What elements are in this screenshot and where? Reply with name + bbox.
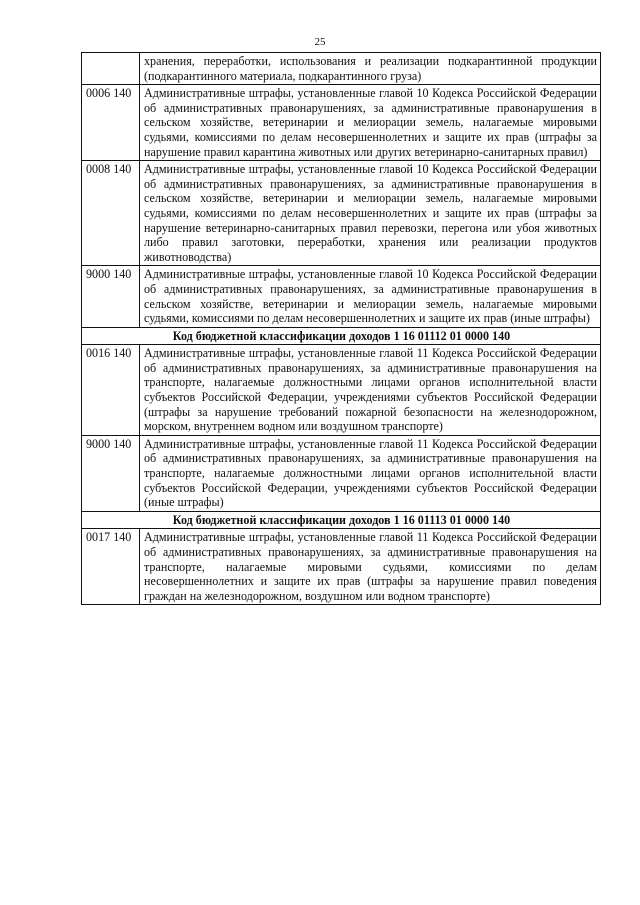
table-row	[82, 53, 601, 85]
budget-classification-table	[81, 52, 601, 605]
section-header: Код бюджетной классификации доходов 1 16 01112 01 0000 140	[82, 327, 601, 345]
table-row	[82, 345, 601, 436]
table-row	[82, 435, 601, 511]
description-cell: Административные штрафы, установленные главой 11 Кодекса Российской Федерации об административных правонарушениях, за административные правонарушения на транспорте, налагаемые должностными лицами органов исполнительной власти субъектов Российской Федерации, учреждениями субъектов Российской Федерации (штрафы за нарушение требований пожарной безопасности на железнодорожном, морском, внутреннем водном или воздушном транспорте)	[140, 345, 601, 436]
description-cell: Административные штрафы, установленные главой 10 Кодекса Российской Федерации об административных правонарушениях, за административные правонарушения в сельском хозяйстве, ветеринарии и мелиорации земель, налагаемые мировыми судьями, комиссиями по делам несовершеннолетних и защите их прав (штрафы за нарушение ветеринарно-санитарных правил перевозки, перегона или убоя животных либо правил заготовки, переработки, хранения или реализации продуктов животноводства)	[140, 161, 601, 266]
table-row	[82, 85, 601, 161]
section-header-row	[82, 327, 601, 345]
code-cell: 0006 140	[82, 85, 140, 161]
code-cell: 0016 140	[82, 345, 140, 436]
table-row	[82, 529, 601, 605]
table-row	[82, 266, 601, 327]
section-header: Код бюджетной классификации доходов 1 16 01113 01 0000 140	[82, 511, 601, 529]
table-row	[82, 161, 601, 266]
description-cell: Административные штрафы, установленные главой 11 Кодекса Российской Федерации об административных правонарушениях, за административные правонарушения на транспорте, налагаемые мировыми судьями, комиссиями по делам несовершеннолетних и защите их прав (штрафы за нарушение правил поведения граждан на железнодорожном, воздушном или водном транспорте)	[140, 529, 601, 605]
description-cell: Административные штрафы, установленные главой 10 Кодекса Российской Федерации об административных правонарушениях, за административные правонарушения в сельском хозяйстве, ветеринарии и мелиорации земель, налагаемые мировыми судьями, комиссиями по делам несовершеннолетних и защите их прав (иные штрафы)	[140, 266, 601, 327]
page-number: 25	[314, 36, 326, 48]
section-header-row	[82, 511, 601, 529]
description-cell: Административные штрафы, установленные главой 11 Кодекса Российской Федерации об административных правонарушениях, за административные правонарушения на транспорте, налагаемые должностными лицами органов исполнительной власти субъектов Российской Федерации, учреждениями субъектов Российской Федерации (иные штрафы)	[140, 435, 601, 511]
description-cell-continuation: хранения, переработки, использования и реализации подкарантинной продукции (подкарантинного материала, подкарантинного груза)	[140, 53, 601, 85]
code-cell: 0008 140	[82, 161, 140, 266]
description-cell: Административные штрафы, установленные главой 10 Кодекса Российской Федерации об административных правонарушениях, за административные правонарушения в сельском хозяйстве, ветеринарии и мелиорации земель, налагаемые мировыми судьями, комиссиями по делам несовершеннолетних и защите их прав (штрафы за нарушение правил карантина животных или других ветеринарно-санитарных правил)	[140, 85, 601, 161]
code-cell: 9000 140	[82, 266, 140, 327]
code-cell: 0017 140	[82, 529, 140, 605]
code-cell-empty	[82, 53, 140, 85]
code-cell: 9000 140	[82, 435, 140, 511]
